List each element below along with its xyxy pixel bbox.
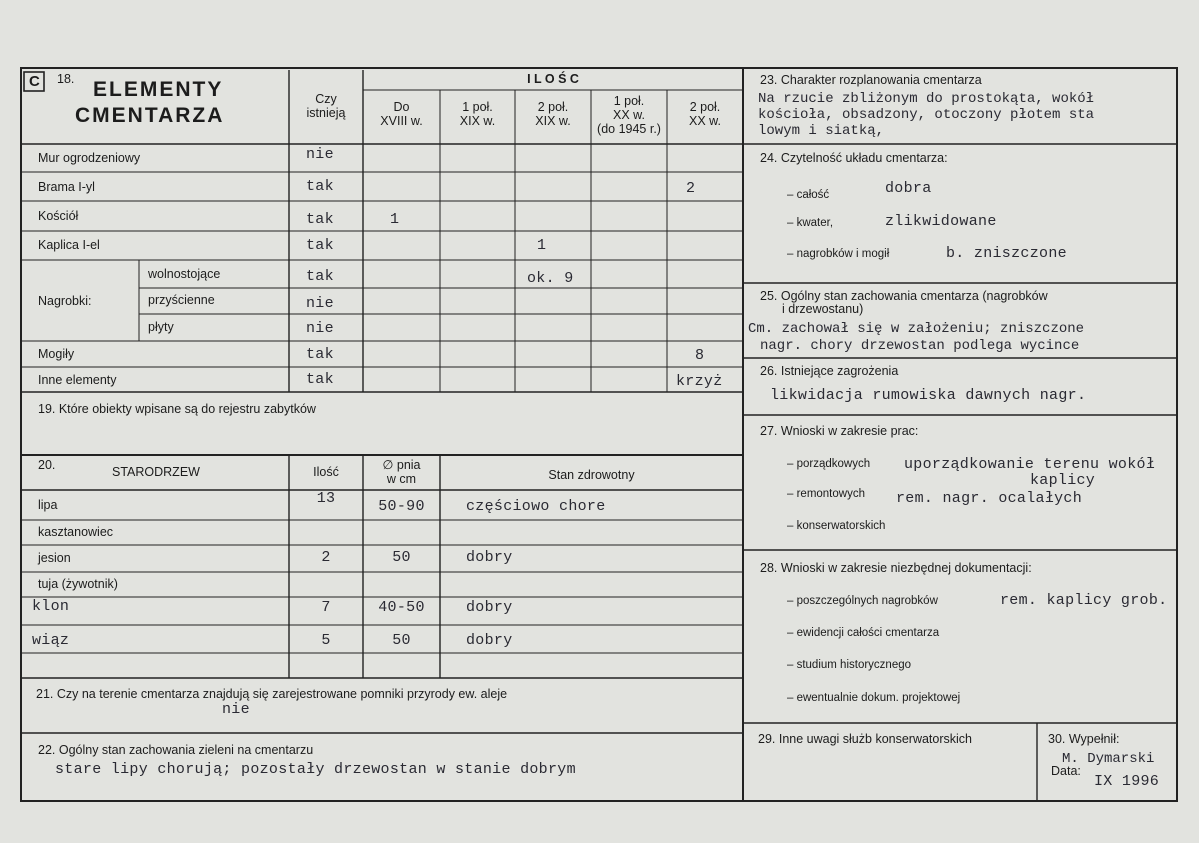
tree-stan-jesion: dobry — [466, 549, 513, 566]
row-plyty-exists: nie — [306, 320, 334, 337]
tree-stan-klon: dobry — [466, 599, 513, 616]
tree-name-tuja: tuja (żywotnik) — [38, 577, 118, 591]
tree-name-jesion: jesion — [38, 551, 71, 565]
q27-rem-label: – remontowych — [787, 488, 865, 500]
tree-name-kasztanowiec: kasztanowiec — [38, 525, 114, 539]
q30-name: M. Dymarski — [1062, 751, 1155, 767]
q27-porz-line2: kaplicy — [1030, 472, 1096, 489]
q22-value: stare lipy chorują; pozostały drzewostan w stanie dobrym — [55, 761, 576, 778]
q27-label: 27. Wnioski w zakresie prac: — [760, 424, 919, 438]
row-kosciol-do-xviii: 1 — [390, 211, 400, 228]
row-mogily-label: Mogiły — [38, 347, 75, 361]
q27-porz-label: – porządkowych — [787, 458, 871, 470]
col-header-1pol-xix — [440, 100, 515, 128]
q23-line3: lowym i siatką, — [758, 123, 885, 139]
row-mur-label: Mur ogrodzeniowy — [38, 151, 141, 165]
col-header-2pol-xx — [667, 100, 743, 128]
ilosc-header: I L O Ś C — [527, 72, 579, 86]
section-letter: C — [29, 73, 40, 90]
tree-pnia-wiaz: 50 — [392, 632, 411, 649]
q28-c-label: – studium historycznego — [787, 659, 912, 671]
row-mogily-exists: tak — [306, 346, 334, 363]
czy-istnieja-label — [289, 92, 363, 120]
row-inne-2polxx: krzyż — [676, 373, 723, 390]
title-line2: CMENTARZA — [75, 104, 225, 127]
col4-l1: 1 poł. — [613, 94, 645, 108]
row-inne-exists: tak — [306, 371, 334, 388]
q24-label: 24. Czytelność układu cmentarza: — [760, 151, 948, 165]
nagrobki-label: Nagrobki: — [38, 294, 92, 308]
tree-ilosc-jesion: 2 — [321, 549, 331, 566]
tree-name-wiaz: wiąz — [32, 632, 70, 649]
row-mogily-2polxx: 8 — [695, 347, 705, 364]
q24-kwater-value: zlikwidowane — [885, 213, 997, 230]
q20-col-stan: Stan zdrowotny — [548, 468, 635, 482]
row-kaplica-2polxix: 1 — [537, 237, 547, 254]
q24-calosc-value: dobra — [885, 180, 932, 197]
q28-d-label: – ewentualnie dokum. projektowej — [787, 692, 961, 704]
tree-pnia-jesion: 50 — [392, 549, 411, 566]
czy-line2: istnieją — [306, 106, 346, 120]
col5-l1: 2 poł. — [689, 100, 721, 114]
q24-nagr-value: b. zniszczone — [946, 245, 1067, 262]
col-header-do-xviii — [363, 100, 440, 128]
row-brama-label: Brama I-yl — [38, 180, 95, 194]
q25-line1: Cm. zachował się w założeniu; zniszczone — [748, 321, 1085, 337]
q25-label2: i drzewostanu) — [782, 302, 864, 316]
row-brama-exists: tak — [306, 178, 334, 195]
tree-ilosc-klon: 7 — [321, 599, 331, 616]
q24-calosc-label: – całość — [787, 189, 830, 201]
q23-line1: Na rzucie zbliżonym do prostokąta, wokół — [758, 91, 1095, 107]
q22-label: 22. Ogólny stan zachowania zieleni na cmentarzu — [38, 743, 314, 757]
col1-l1: Do — [393, 100, 410, 114]
col2-l2: XIX w. — [459, 114, 496, 128]
q26-label: 26. Istniejące zagrożenia — [760, 364, 899, 378]
row-przysc-exists: nie — [306, 295, 334, 312]
col-header-1pol-xx — [591, 94, 667, 136]
tree-stan-wiaz: dobry — [466, 632, 513, 649]
col2-l1: 1 poł. — [462, 100, 493, 114]
row-wolno-exists: tak — [306, 268, 334, 285]
q20-col-pnia — [363, 458, 440, 486]
row-plyty-label: płyty — [148, 320, 174, 334]
q27-kons-label: – konserwatorskich — [787, 520, 886, 532]
row-wolno-label: wolnostojące — [148, 267, 221, 281]
col-header-2pol-xix — [515, 100, 591, 128]
row-kaplica-label: Kaplica I-el — [38, 238, 100, 252]
col3-l1: 2 poł. — [537, 100, 569, 114]
col4-l2: XX w. — [613, 108, 645, 122]
q20-col-ilosc: Ilość — [313, 465, 339, 479]
row-przysc-label: przyścienne — [148, 293, 215, 307]
tree-pnia-klon: 40-50 — [378, 599, 425, 616]
czy-line1: Czy — [315, 92, 337, 106]
q20-col-pnia-l2: w cm — [386, 472, 417, 486]
col5-l2: XX w. — [689, 114, 721, 128]
row-wolno-2polxix: ok. 9 — [527, 270, 574, 287]
section-number: 18. — [57, 72, 75, 86]
row-brama-2polxx: 2 — [686, 180, 696, 197]
row-mur-exists: nie — [306, 146, 334, 163]
q20-col-pnia-l1: ∅ pnia — [382, 458, 421, 472]
q20-number: 20. — [38, 458, 56, 472]
col3-l2: XIX w. — [535, 114, 571, 128]
q24-nagr-label: – nagrobków i mogił — [787, 248, 890, 260]
title-line1: ELEMENTY — [93, 78, 224, 101]
q23-line2: kościoła, obsadzony, otoczony płotem sta — [758, 107, 1095, 123]
tree-name-lipa: lipa — [38, 498, 58, 512]
tree-ilosc-wiaz: 5 — [321, 632, 331, 649]
row-kosciol-label: Kościół — [38, 209, 79, 223]
q30-date: IX 1996 — [1094, 773, 1160, 790]
q19-label: 19. Które obiekty wpisane są do rejestru zabytków — [38, 402, 316, 416]
q26-value: likwidacja rumowiska dawnych nagr. — [770, 387, 1087, 404]
q28-b-label: – ewidencji całości cmentarza — [787, 627, 940, 639]
col4-l3: (do 1945 r.) — [597, 122, 661, 136]
row-kaplica-exists: tak — [306, 237, 334, 254]
q20-title: STARODRZEW — [112, 465, 200, 479]
q29-label: 29. Inne uwagi służb konserwatorskich — [758, 732, 973, 746]
q30-label: 30. Wypełnił: — [1048, 732, 1120, 746]
row-kosciol-exists: tak — [306, 211, 334, 228]
q24-kwater-label: – kwater, — [787, 217, 834, 229]
tree-pnia-lipa: 50-90 — [378, 498, 425, 515]
col1-l2: XVIII w. — [380, 114, 423, 128]
q25-line2: nagr. chory drzewostan podlega wycince — [760, 338, 1080, 354]
q25-label1: 25. Ogólny stan zachowania cmentarza (nagrobków — [760, 289, 1048, 303]
q21-value: nie — [222, 701, 250, 718]
tree-ilosc-lipa: 13 — [316, 490, 336, 507]
tree-stan-lipa: częściowo chore — [466, 498, 606, 515]
tree-name-klon: klon — [32, 598, 70, 615]
q28-a-label: – poszczególnych nagrobków — [787, 595, 938, 607]
q28-a-value: rem. kaplicy grob. — [1000, 592, 1168, 609]
q30-data-label: Data: — [1051, 764, 1081, 778]
q28-label: 28. Wnioski w zakresie niezbędnej dokumentacji: — [760, 561, 1032, 575]
q27-porz-line1: uporządkowanie terenu wokół — [904, 456, 1156, 473]
row-inne-label: Inne elementy — [38, 373, 117, 387]
q27-rem-value: rem. nagr. ocalałych — [896, 490, 1083, 507]
q23-label: 23. Charakter rozplanowania cmentarza — [760, 73, 982, 87]
q21-label: 21. Czy na terenie cmentarza znajdują się zarejestrowane pomniki przyrody ew. aleje — [36, 687, 508, 701]
